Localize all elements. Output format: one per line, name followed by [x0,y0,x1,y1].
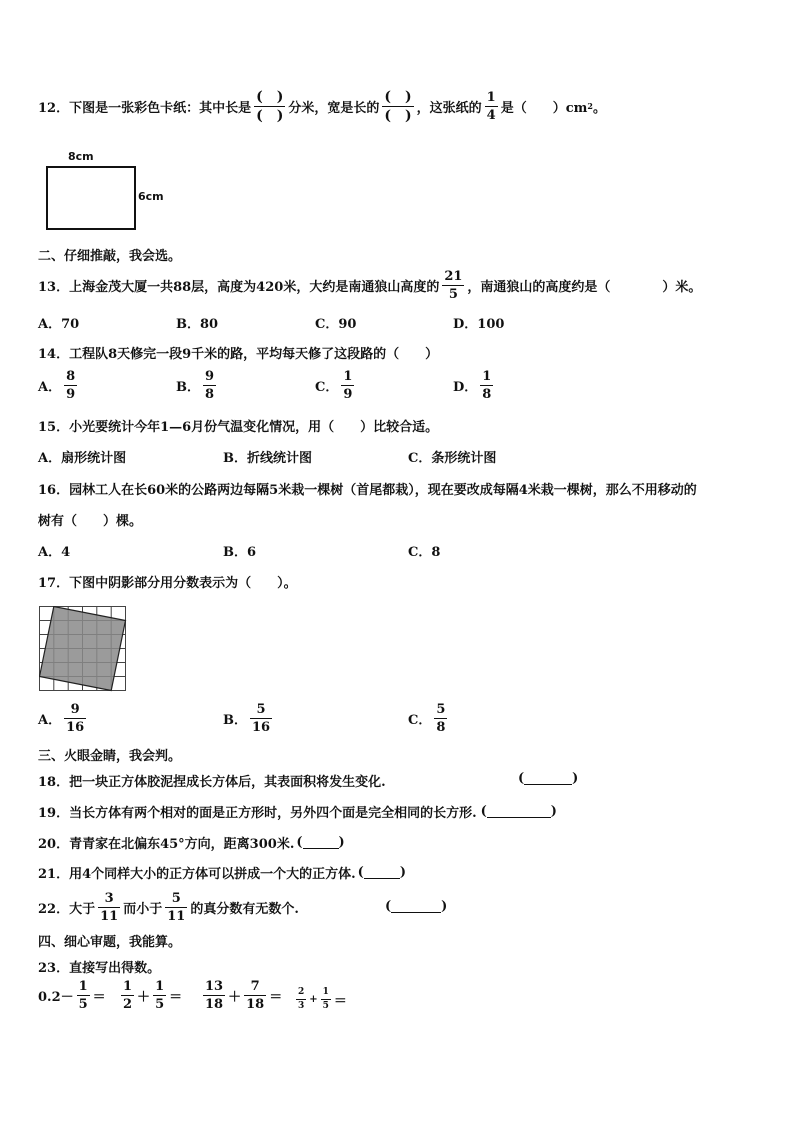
q13-fraction: $\frac{21}{5}$ [444,268,463,302]
q17-option-b[interactable]: B． $\frac{5}{16}$ [223,702,271,735]
figure-side-label: 6cm [138,190,164,203]
q22-fraction-1: $\frac{3}{11}$ [100,890,119,924]
q12-fraction: $\frac{1}{4}$ [486,89,496,123]
q23-text: 直接写出得数。 [69,961,161,976]
q14-option-c[interactable]: C． $\frac{1}{9}$ [315,369,353,402]
q13-option-d[interactable]: D．100 [453,317,505,332]
q23-expression-4: $\frac{2}{3}$ + $\frac{1}{5}$ ＝ [298,987,347,1011]
q17-grid-figure [39,606,127,692]
q21-answer-blank[interactable]: ( ) [357,865,406,880]
q12-number: 12． [38,100,70,116]
q15-number: 15． [38,420,70,435]
question-15 [38,416,438,435]
figure-top-label: 8cm [68,150,94,163]
q14-option-a[interactable]: A． $\frac{8}{9}$ [38,369,76,402]
q13-text-b: ，南通狼山的高度约是（ ）米。 [467,279,702,295]
question-17 [38,572,297,591]
q22-answer-blank[interactable]: ( ) [385,899,448,914]
q16-option-a[interactable]: A．4 [38,545,71,560]
q14-number: 14． [38,347,70,362]
q17-option-a[interactable]: A． $\frac{9}{16}$ [38,702,85,735]
q15-option-a[interactable]: A．扇形统计图 [38,451,127,466]
q19-number: 19． [38,806,70,821]
q12-text-e: 。 [592,100,606,116]
q14-d-fraction: $\frac{1}{8}$ [482,369,492,402]
q22-text-b: 而小于 [123,901,163,917]
q19-answer-blank[interactable]: ( ) [480,804,557,819]
q17-c-fraction: $\frac{5}{8}$ [436,702,446,735]
q22-fraction-2: $\frac{5}{11}$ [167,890,186,924]
section-3-heading: 三、火眼金睛，我会判。 [38,749,182,764]
q13-option-b[interactable]: B．80 [176,317,219,332]
q13-text-a: 上海金茂大厦一共88层，高度为420米，大约是南通狼山高度的 [69,279,440,295]
question-16-line-2: 树有（ ）棵。 [38,514,143,529]
q22-text-a: 大于 [69,901,96,917]
q13-option-a[interactable]: A．70 [38,317,80,332]
section-2-heading: 二、仔细推敲，我会选。 [38,249,182,264]
q23-expression-3: $\frac{13}{18}$ ＋ $\frac{7}{18}$ ＝ [205,979,283,1012]
q16-option-c[interactable]: C．8 [408,545,441,560]
question-13 [38,265,701,305]
question-23 [38,957,160,976]
q17-b-fraction: $\frac{5}{16}$ [252,702,271,735]
q17-text: 下图中阴影部分用分数表示为（ ）。 [69,576,297,591]
q13-number: 13． [38,279,70,295]
q21-text: 用4个同样大小的正方体可以拼成一个大的正方体. [69,867,356,882]
q17-number: 17． [38,576,70,591]
q12-blank-fraction-2: $\frac{( )}{( )}$ [384,88,412,124]
question-19 [38,802,557,821]
q18-answer-blank[interactable]: ( ) [518,771,579,786]
q21-number: 21． [38,867,70,882]
q12-text-d: 是（ ）cm [500,100,588,116]
q14-option-b[interactable]: B． $\frac{9}{8}$ [176,369,215,402]
q15-option-b[interactable]: B．折线统计图 [223,451,312,466]
q18-text: 把一块正方体胶泥捏成长方体后，其表面积将发生变化. [69,775,386,790]
question-21 [38,863,406,882]
q16-number: 16． [38,483,70,498]
q23-number: 23． [38,961,70,976]
question-12 [38,86,606,126]
q20-text: 青青家在北偏东45°方向，距离300米. [69,837,295,852]
q12-text-c: ，这张纸的 [416,100,482,116]
question-16-line-1 [38,479,697,498]
q14-a-fraction: $\frac{8}{9}$ [66,369,76,402]
question-20 [38,833,345,852]
q12-text-a: 下图是一张彩色卡纸：其中长是 [69,100,252,116]
rectangle-shape [46,166,136,230]
q13-option-c[interactable]: C．90 [315,317,357,332]
section-4-heading: 四、细心审题，我能算。 [38,935,182,950]
q15-text: 小光要统计今年1—6月份气温变化情况，用（ ）比较合适。 [69,420,439,435]
q14-c-fraction: $\frac{1}{9}$ [343,369,353,402]
q23-expression-2: $\frac{1}{2}$ ＋ $\frac{1}{5}$ ＝ [123,979,183,1012]
q15-option-c[interactable]: C．条形统计图 [408,451,497,466]
q17-option-c[interactable]: C． $\frac{5}{8}$ [408,702,446,735]
q14-text: 工程队8天修完一段9千米的路，平均每天修了这段路的（ ） [69,347,439,362]
q22-text-c: 的真分数有无数个. [190,901,299,917]
shaded-square [40,607,126,691]
q16-option-b[interactable]: B．6 [223,545,257,560]
q14-b-fraction: $\frac{9}{8}$ [205,369,215,402]
q20-number: 20． [38,837,70,852]
q23-expression-1: 0.2－ $\frac{1}{5}$ ＝ [38,979,106,1012]
question-22 [38,887,299,927]
q16-text-1: 园林工人在长60米的公路两边每隔5米栽一棵树（首尾都栽），现在要改成每隔4米栽一棵树，那么不用移动的 [69,483,697,498]
question-18 [38,771,386,790]
q17-a-fraction: $\frac{9}{16}$ [66,702,85,735]
q18-number: 18． [38,775,70,790]
q14-option-d[interactable]: D． $\frac{1}{8}$ [453,369,492,402]
q12-blank-fraction-1: $\frac{( )}{( )}$ [256,88,284,124]
question-14 [38,343,438,362]
q12-superscript: 2 [587,101,593,111]
q22-number: 22． [38,901,70,917]
q20-answer-blank[interactable]: ( ) [296,835,345,850]
q19-text: 当长方体有两个相对的面是正方形时，另外四个面是完全相同的长方形. [69,806,477,821]
q12-text-b: 分米，宽是长的 [288,100,380,116]
